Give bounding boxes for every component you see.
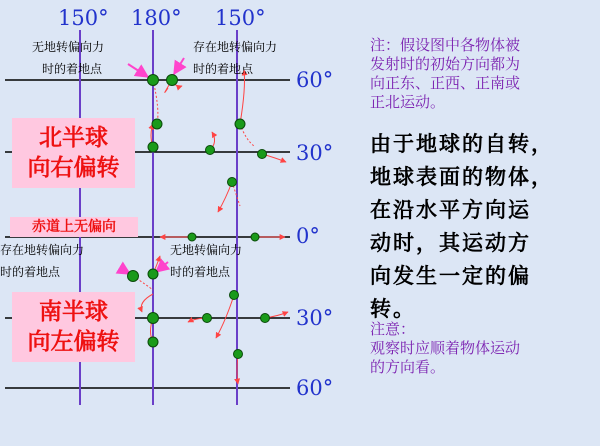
annotation-line: 时的着地点	[193, 62, 254, 76]
south-right-annotation	[170, 239, 242, 283]
north-hemisphere-label	[12, 118, 135, 188]
box-line: 向左偏转	[27, 329, 120, 355]
note-line: 注：假设图中各物体被	[370, 36, 521, 54]
annotation-line: 存在地转偏向力	[193, 40, 278, 54]
main-line: 向发生一定的偏	[370, 264, 531, 288]
trajectory-s4	[216, 295, 234, 338]
dot	[148, 337, 158, 347]
note-assumption	[370, 36, 520, 112]
note-line: 向正东、正西、正南或	[370, 74, 521, 92]
annotation-line: 无地转偏向力	[32, 40, 105, 54]
dot	[261, 314, 270, 323]
latitude-label-30n: 30°	[296, 141, 334, 165]
meridian-label-center: 180°	[131, 6, 182, 30]
dot	[148, 313, 159, 324]
south-hemisphere-label	[12, 292, 135, 362]
main-line: 转。	[370, 297, 416, 321]
main-line: 由于地球的自转，	[370, 132, 554, 156]
dot	[258, 150, 267, 159]
dot	[235, 119, 245, 129]
pointer-south-right	[156, 262, 168, 272]
landing-dots	[128, 75, 270, 359]
box-line: 北半球	[39, 125, 108, 151]
dot	[152, 119, 162, 129]
annotation-line: 时的着地点	[42, 62, 103, 76]
note-observe	[370, 320, 520, 377]
annotation-line: 无地转偏向力	[170, 243, 243, 257]
note-line: 的方向看。	[370, 358, 446, 376]
main-line: 在沿水平方向运	[370, 198, 531, 222]
dot	[251, 233, 259, 241]
main-explanation	[370, 128, 554, 326]
north-right-annotation	[193, 36, 277, 80]
pointer-north-left	[128, 64, 148, 77]
meridian-label-right: 150°	[215, 6, 266, 30]
dot	[203, 314, 212, 323]
equator-label: 赤道上无偏向	[10, 217, 138, 237]
dot	[230, 291, 239, 300]
latitude-label-30s: 30°	[296, 306, 334, 330]
annotation-line: 时的着地点	[170, 265, 231, 279]
note-line: 正北运动。	[370, 93, 446, 111]
dot	[206, 146, 215, 155]
box-line: 南半球	[39, 299, 108, 325]
meridian-label-left: 150°	[58, 6, 109, 30]
dot	[128, 271, 139, 282]
annotation-line: 时的着地点	[0, 265, 61, 279]
main-line: 地球表面的物体，	[370, 165, 554, 189]
note-line: 注意：	[370, 320, 416, 338]
trajectory-s8	[141, 294, 153, 312]
annotation-line: 存在地转偏向力	[0, 243, 85, 257]
north-left-annotation	[32, 36, 104, 80]
dot	[148, 269, 158, 279]
dot	[234, 350, 243, 359]
dot	[148, 142, 158, 152]
latitude-label-equator: 0°	[296, 224, 320, 248]
dot	[167, 75, 178, 86]
main-line: 动时，其运动方	[370, 231, 531, 255]
latitude-label-60n: 60°	[296, 68, 334, 92]
note-line: 观察时应顺着物体运动	[370, 339, 521, 357]
dot	[228, 178, 237, 187]
box-line: 向右偏转	[27, 155, 120, 181]
pointer-north-right	[174, 58, 184, 74]
south-left-annotation	[0, 239, 84, 283]
latitude-label-60s: 60°	[296, 376, 334, 400]
note-line: 发射时的初始方向都为	[370, 55, 521, 73]
dot	[148, 75, 159, 86]
